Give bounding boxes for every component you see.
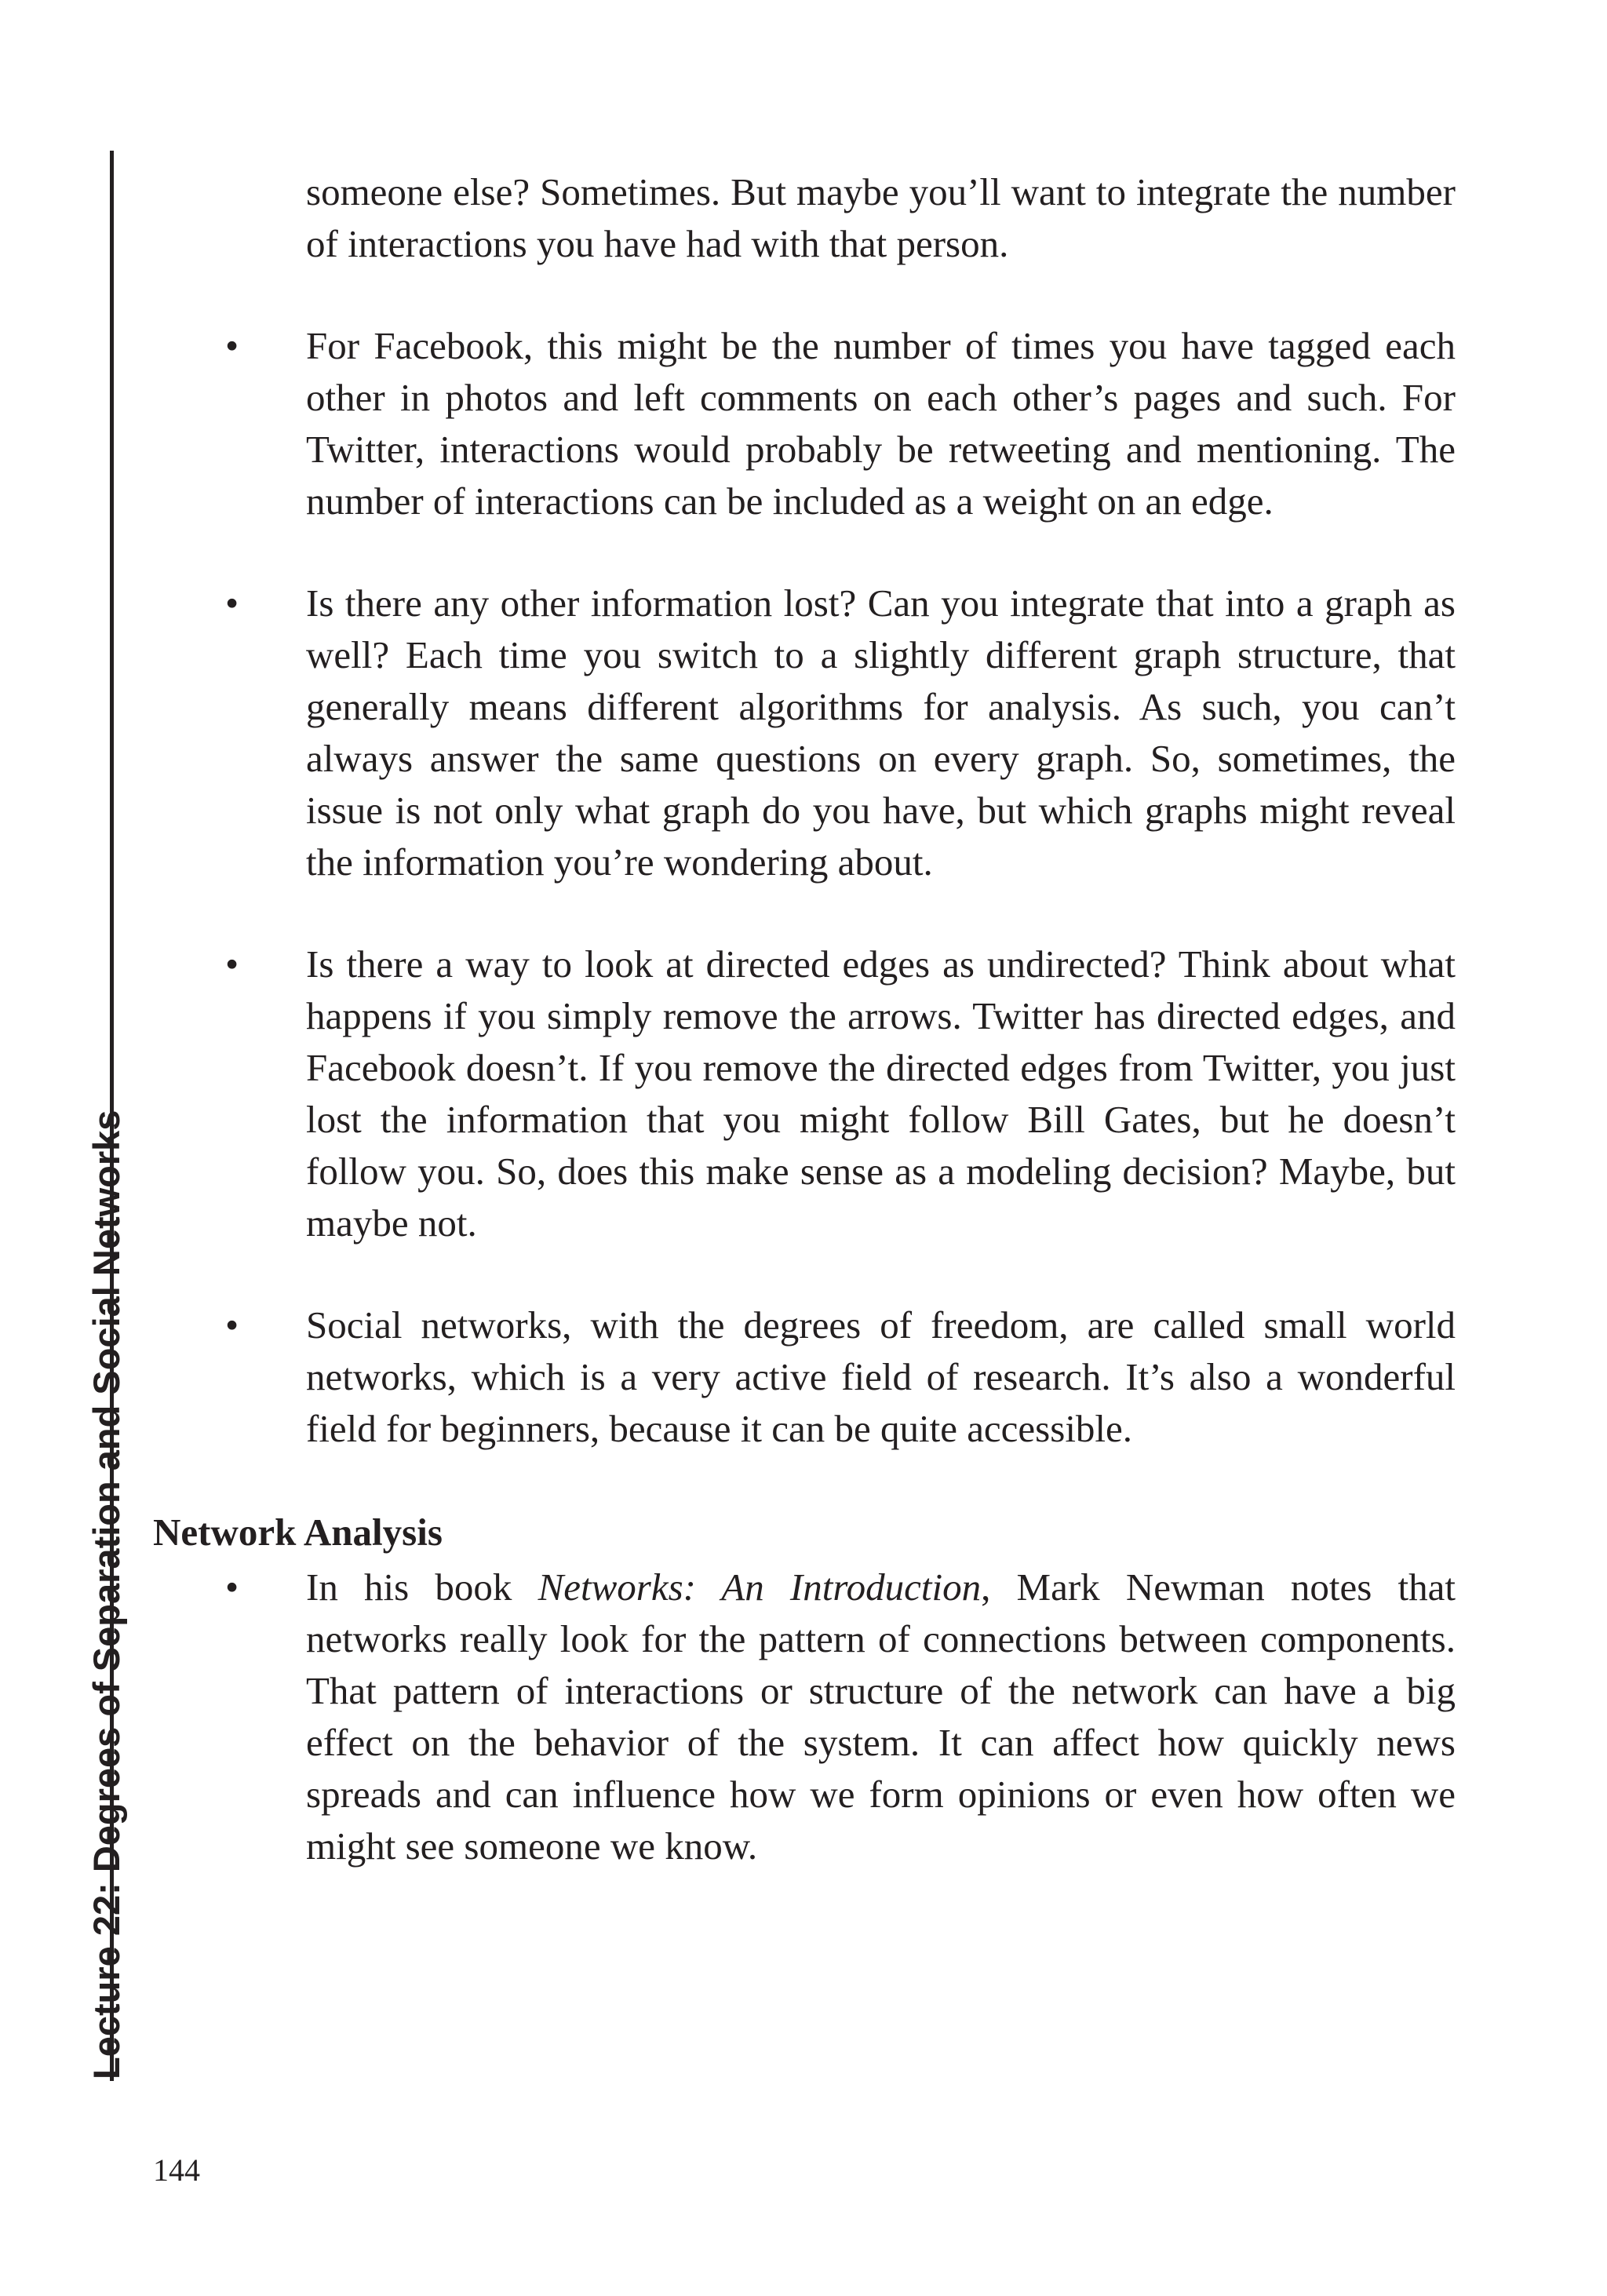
page-body	[153, 166, 1456, 1872]
bullet-text: Is there any other information lost? Can you integrate that into a graph as well? Each time you switch to a slightly different graph structure, that generally means different algorithms for analysis. As such, you can’t always answer the same questions on every graph. So, sometimes, the issue is not only what graph do you have, but which graphs might reveal the information you’re wondering about.	[306, 581, 1456, 884]
section-bullet-list	[153, 1562, 1456, 1872]
bullet-text: For Facebook, this might be the number of times you have tagged each other in photos and left comments on each other’s pages and such. For Twitter, interactions would probably be retweeting and mentioning. The number of interactions can be included as a weight on an edge.	[306, 324, 1456, 523]
bullet-icon: •	[225, 1303, 239, 1347]
continuation-paragraph: someone else? Sometimes. But maybe you’ll want to integrate the number of interactions you have had with that person.	[306, 170, 1456, 265]
list-item	[153, 320, 1456, 527]
bullet-text: Is there a way to look at directed edges as undirected? Think about what happens if you simply remove the arrows. Twitter has directed edges, and Facebook doesn’t. If you remove the directed edges from Twitter, you just lost the information that you might follow Bill Gates, but he doesn’t follow you. So, does this make sense as a modeling decision? Maybe, but maybe not.	[306, 942, 1456, 1245]
bullet-text: Social networks, with the degrees of freedom, are called small world networks, which is a very active field of research. It’s also a wonderful field for beginners, because it can be quite accessible.	[306, 1303, 1456, 1450]
section-heading: Network Analysis	[153, 1511, 443, 1554]
bullet-list	[153, 320, 1456, 1455]
list-item	[153, 1299, 1456, 1455]
page-number: 144	[153, 2152, 200, 2188]
bullet-text-suffix: , Mark Newman notes that networks really look for the pattern of connections between components. That pattern of interactions or structure of the network can have a big effect on the behavior of the system. It can affect how quickly news spreads and can influence how we form opinions or even how often we might see someone we know.	[306, 1565, 1456, 1868]
book-title: Networks: An Introduction	[537, 1565, 982, 1609]
running-header-vertical: Lecture 22: Degrees of Separation and Social Networks	[86, 1110, 127, 2079]
list-item	[153, 1562, 1456, 1872]
bullet-icon: •	[225, 324, 239, 367]
bullet-icon: •	[225, 942, 239, 986]
bullet-icon: •	[225, 1565, 239, 1609]
bullet-icon: •	[225, 581, 239, 625]
list-item	[153, 938, 1456, 1249]
list-item	[153, 578, 1456, 888]
bullet-text-prefix: In his book	[306, 1565, 538, 1609]
